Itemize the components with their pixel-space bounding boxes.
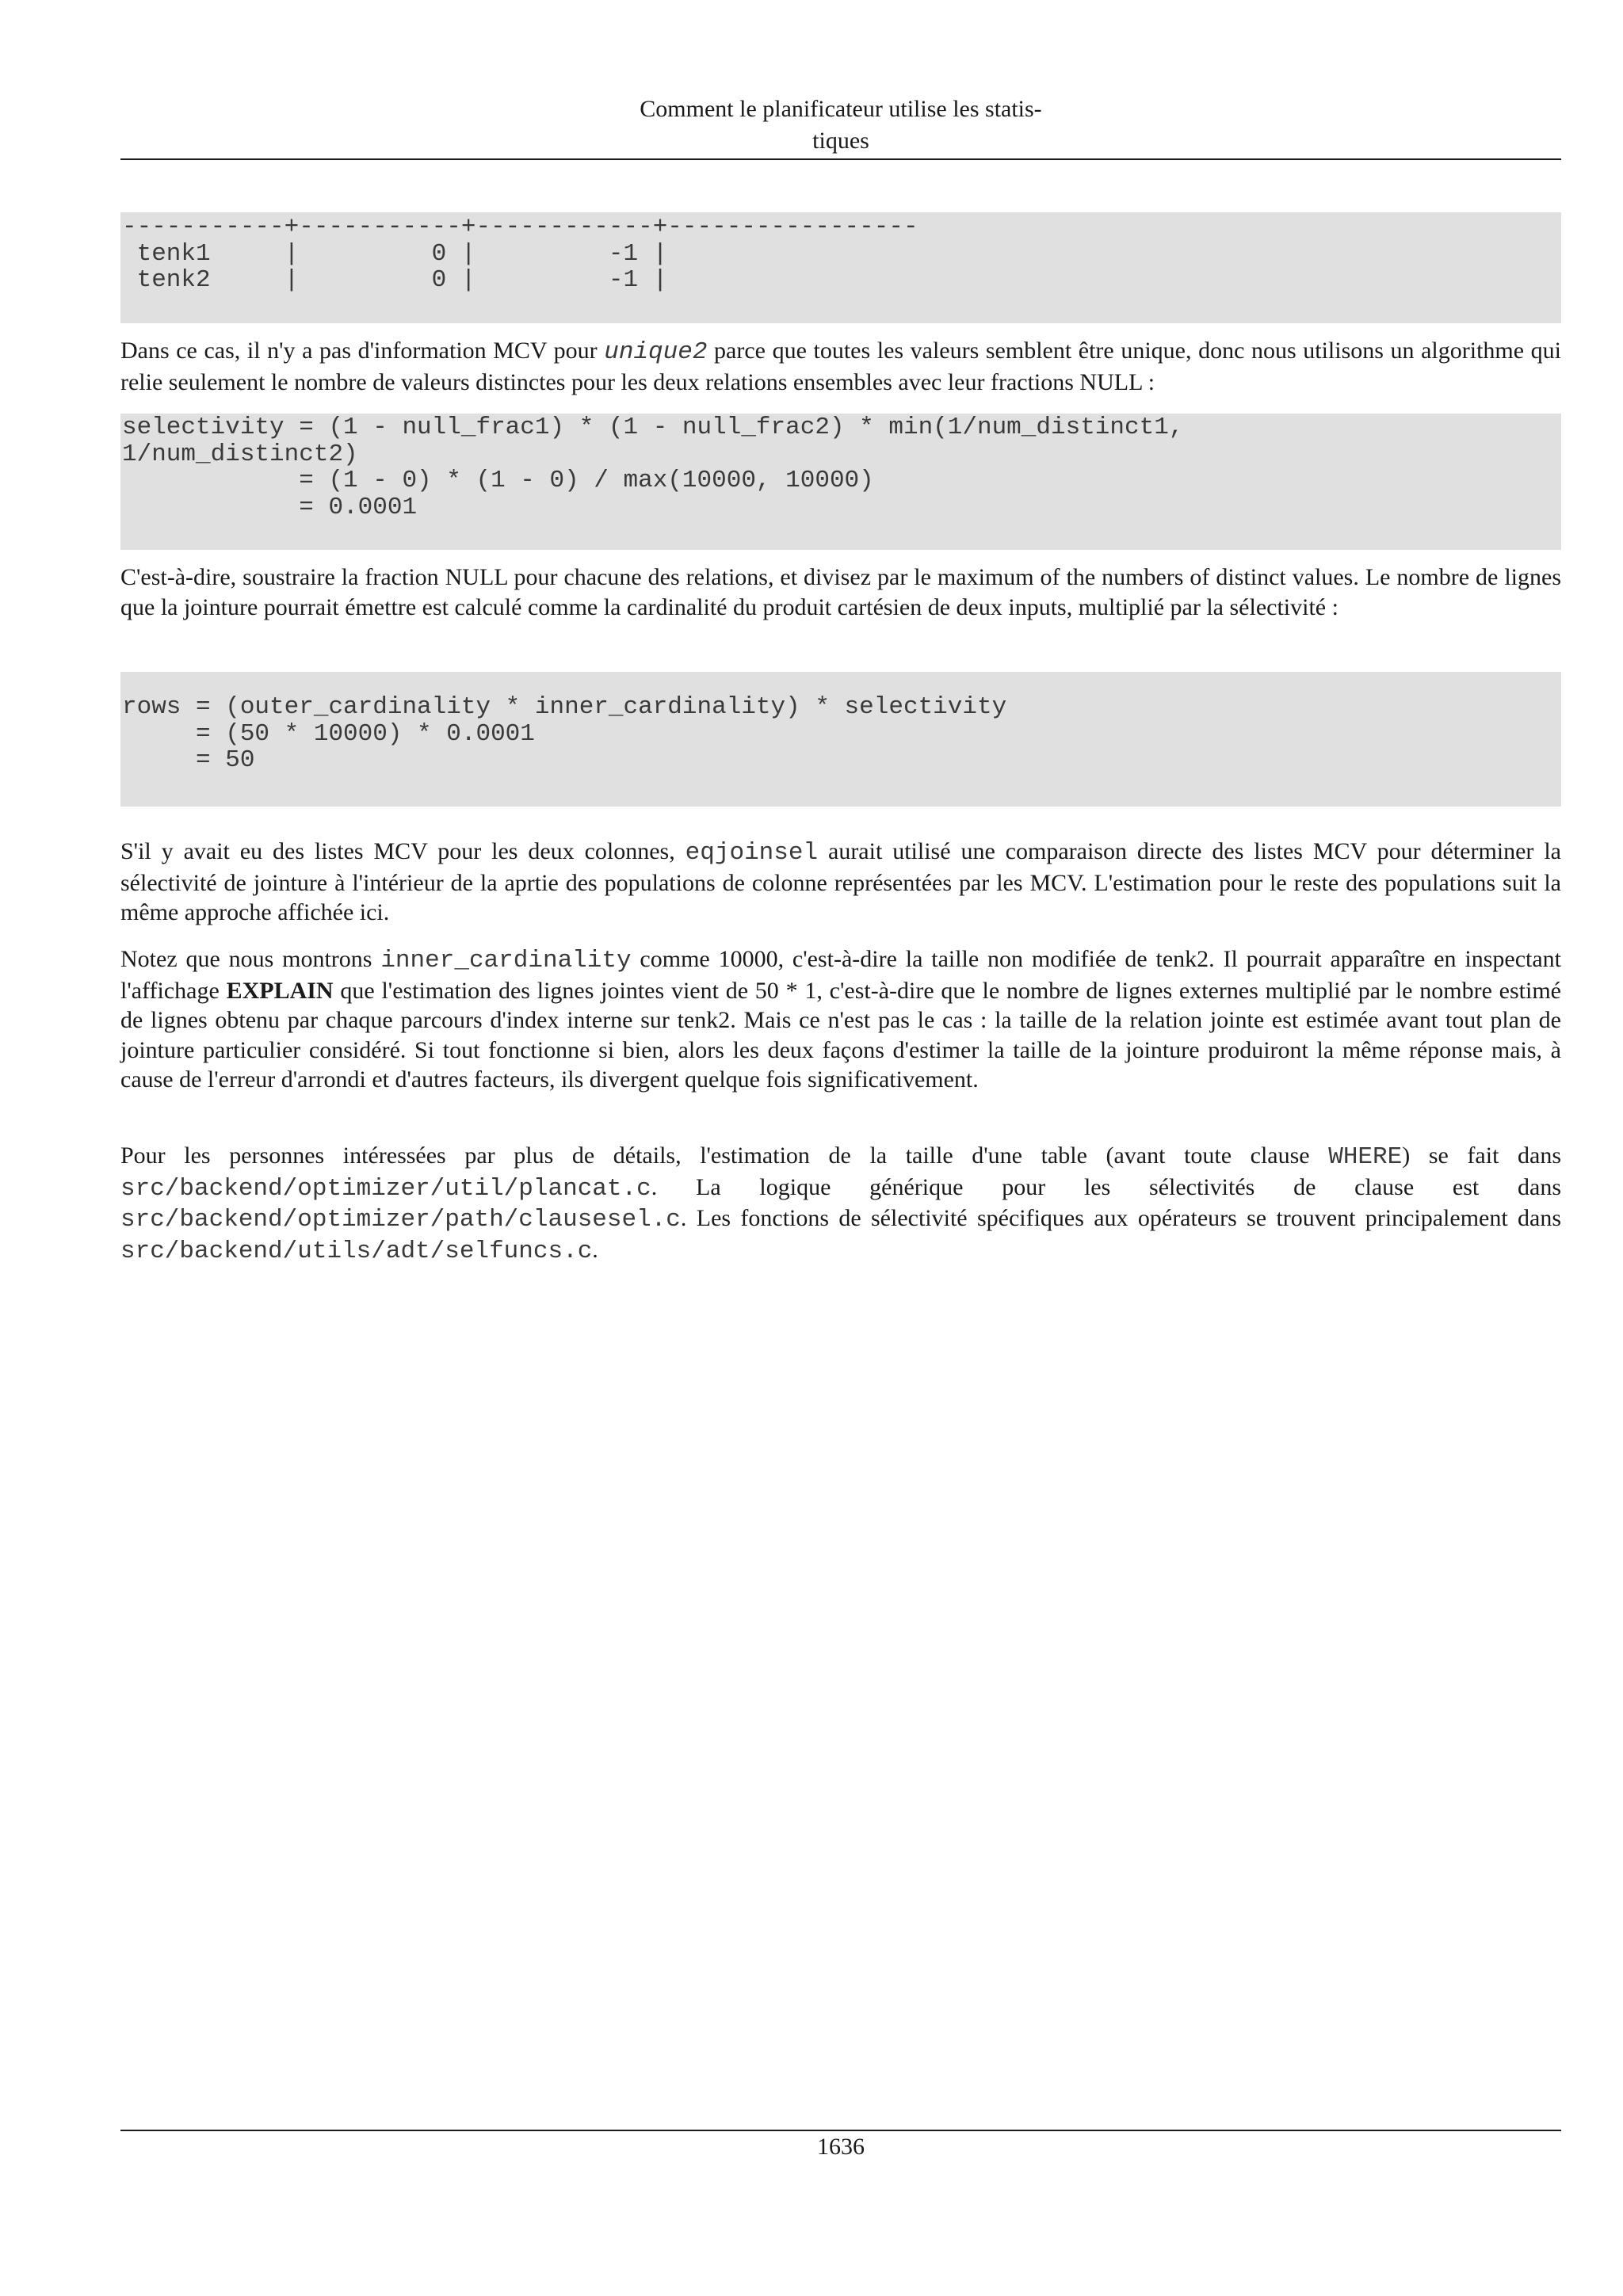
code-line: = (50 * 10000) * 0.0001 [122,719,535,748]
code-line: = 50 [122,746,255,774]
inline-code-unique2: unique2 [604,338,708,366]
text: . La logique générique pour les sélectivités de clause est dans [651,1173,1561,1200]
text: ) se fait dans [1402,1142,1561,1169]
paragraph-inner-cardinality [120,944,1561,1095]
code-block-stats-table [120,212,1561,323]
inline-code-where: WHERE [1328,1143,1403,1171]
text: que l'estimation des lignes jointes vient de 50 * 1, c'est-à-dire que le nombre de lignes externes multiplié par le nombre estimé de lignes obtenu par chaque parcours d'index interne sur tenk2. Mais ce n'est pas le cas : la taille de la relation jointe est estimée avant tout plan de jointure particulier considéré. Si tout fonctionne si bien, alors les deux façons d'estimer la taille de la jointure produiront la même réponse mais, à cause de l'erreur d'arrondi et d'autres facteurs, ils divergent quelque fois significativement. [120,977,1561,1093]
running-header [120,93,1561,157]
text: . [592,1236,598,1263]
code-line: = 0.0001 [122,493,418,521]
inline-code-plancat-path: src/backend/optimizer/util/plancat.c [120,1174,651,1203]
text: comme 10000, c'est-à-dire la taille non modifiée de tenk2. Il pourrait apparaître en inspectant l'affichage [120,946,1561,1004]
code-line: rows = (outer_cardinality * inner_cardinality) * selectivity [122,693,1007,721]
running-header-line-1: Comment le planificateur utilise les statis- [640,96,1042,122]
code-line: = (1 - 0) * (1 - 0) / max(10000, 10000) [122,467,874,494]
text: Dans ce cas, il n'y a pas d'information MCV pour [120,338,605,364]
inline-code-selfuncs-path: src/backend/utils/adt/selfuncs.c [120,1237,593,1265]
text: aurait utilisé une comparaison directe des listes MCV pour déterminer la sélectivité de jointure à l'intérieur de la aprtie des populations de colonne représentées par les MCV. L'estimation pour le reste des populations suit la même approche affichée ici. [120,838,1561,925]
inline-code-clausesel-path: src/backend/optimizer/path/clausesel.c [120,1206,681,1234]
paragraph-mcv-lists [120,837,1561,928]
text: C'est-à-dire, soustraire la fraction NULL pour chacune des relations, et divisez par le maximum of the numbers of distinct values. Le nombre de lignes que la jointure pourrait émettre est calculé comme la cardinalité du produit cartésien de deux inputs, multiplié par la sélectivité : [120,564,1561,620]
code-block-rows [120,672,1561,807]
text: . Les fonctions de sélectivité spécifiques aux opérateurs se trouvent principalement dans [680,1205,1561,1231]
header-rule [120,158,1561,160]
code-line: tenk1 | 0 | -1 | [122,239,668,268]
page-number: 1636 [817,2134,865,2160]
code-line: tenk2 | 0 | -1 | [122,266,668,294]
code-line: selectivity = (1 - null_frac1) * (1 - null_frac2) * min(1/num_distinct1, [122,414,1184,441]
paragraph-no-mcv [120,336,1561,397]
bold-explain: EXPLAIN [226,977,334,1004]
text: Notez que nous montrons [120,946,381,972]
paragraph-source-files [120,1141,1561,1266]
inline-code-inner-cardinality: inner_cardinality [380,947,632,974]
document-page [120,0,1561,2296]
code-line: 1/num_distinct2) [122,440,358,468]
code-line: -----------+-----------+------------+----------------- [122,213,918,241]
paragraph-null-fraction [120,563,1561,622]
running-header-line-2: tiques [812,128,869,154]
text: Pour les personnes intéressées par plus de détails, l'estimation de la taille d'une table (avant toute clause [120,1142,1329,1169]
code-block-selectivity [120,414,1561,550]
text: S'il y avait eu des listes MCV pour les deux colonnes, [120,838,685,864]
text: parce que toutes les valeurs semblent être unique, donc nous utilisons un algorithme qui relie seulement le nombre de valeurs distinctes pour les deux relations ensembles avec leur fractions NULL : [120,338,1562,395]
inline-code-eqjoinsel: eqjoinsel [685,839,819,867]
